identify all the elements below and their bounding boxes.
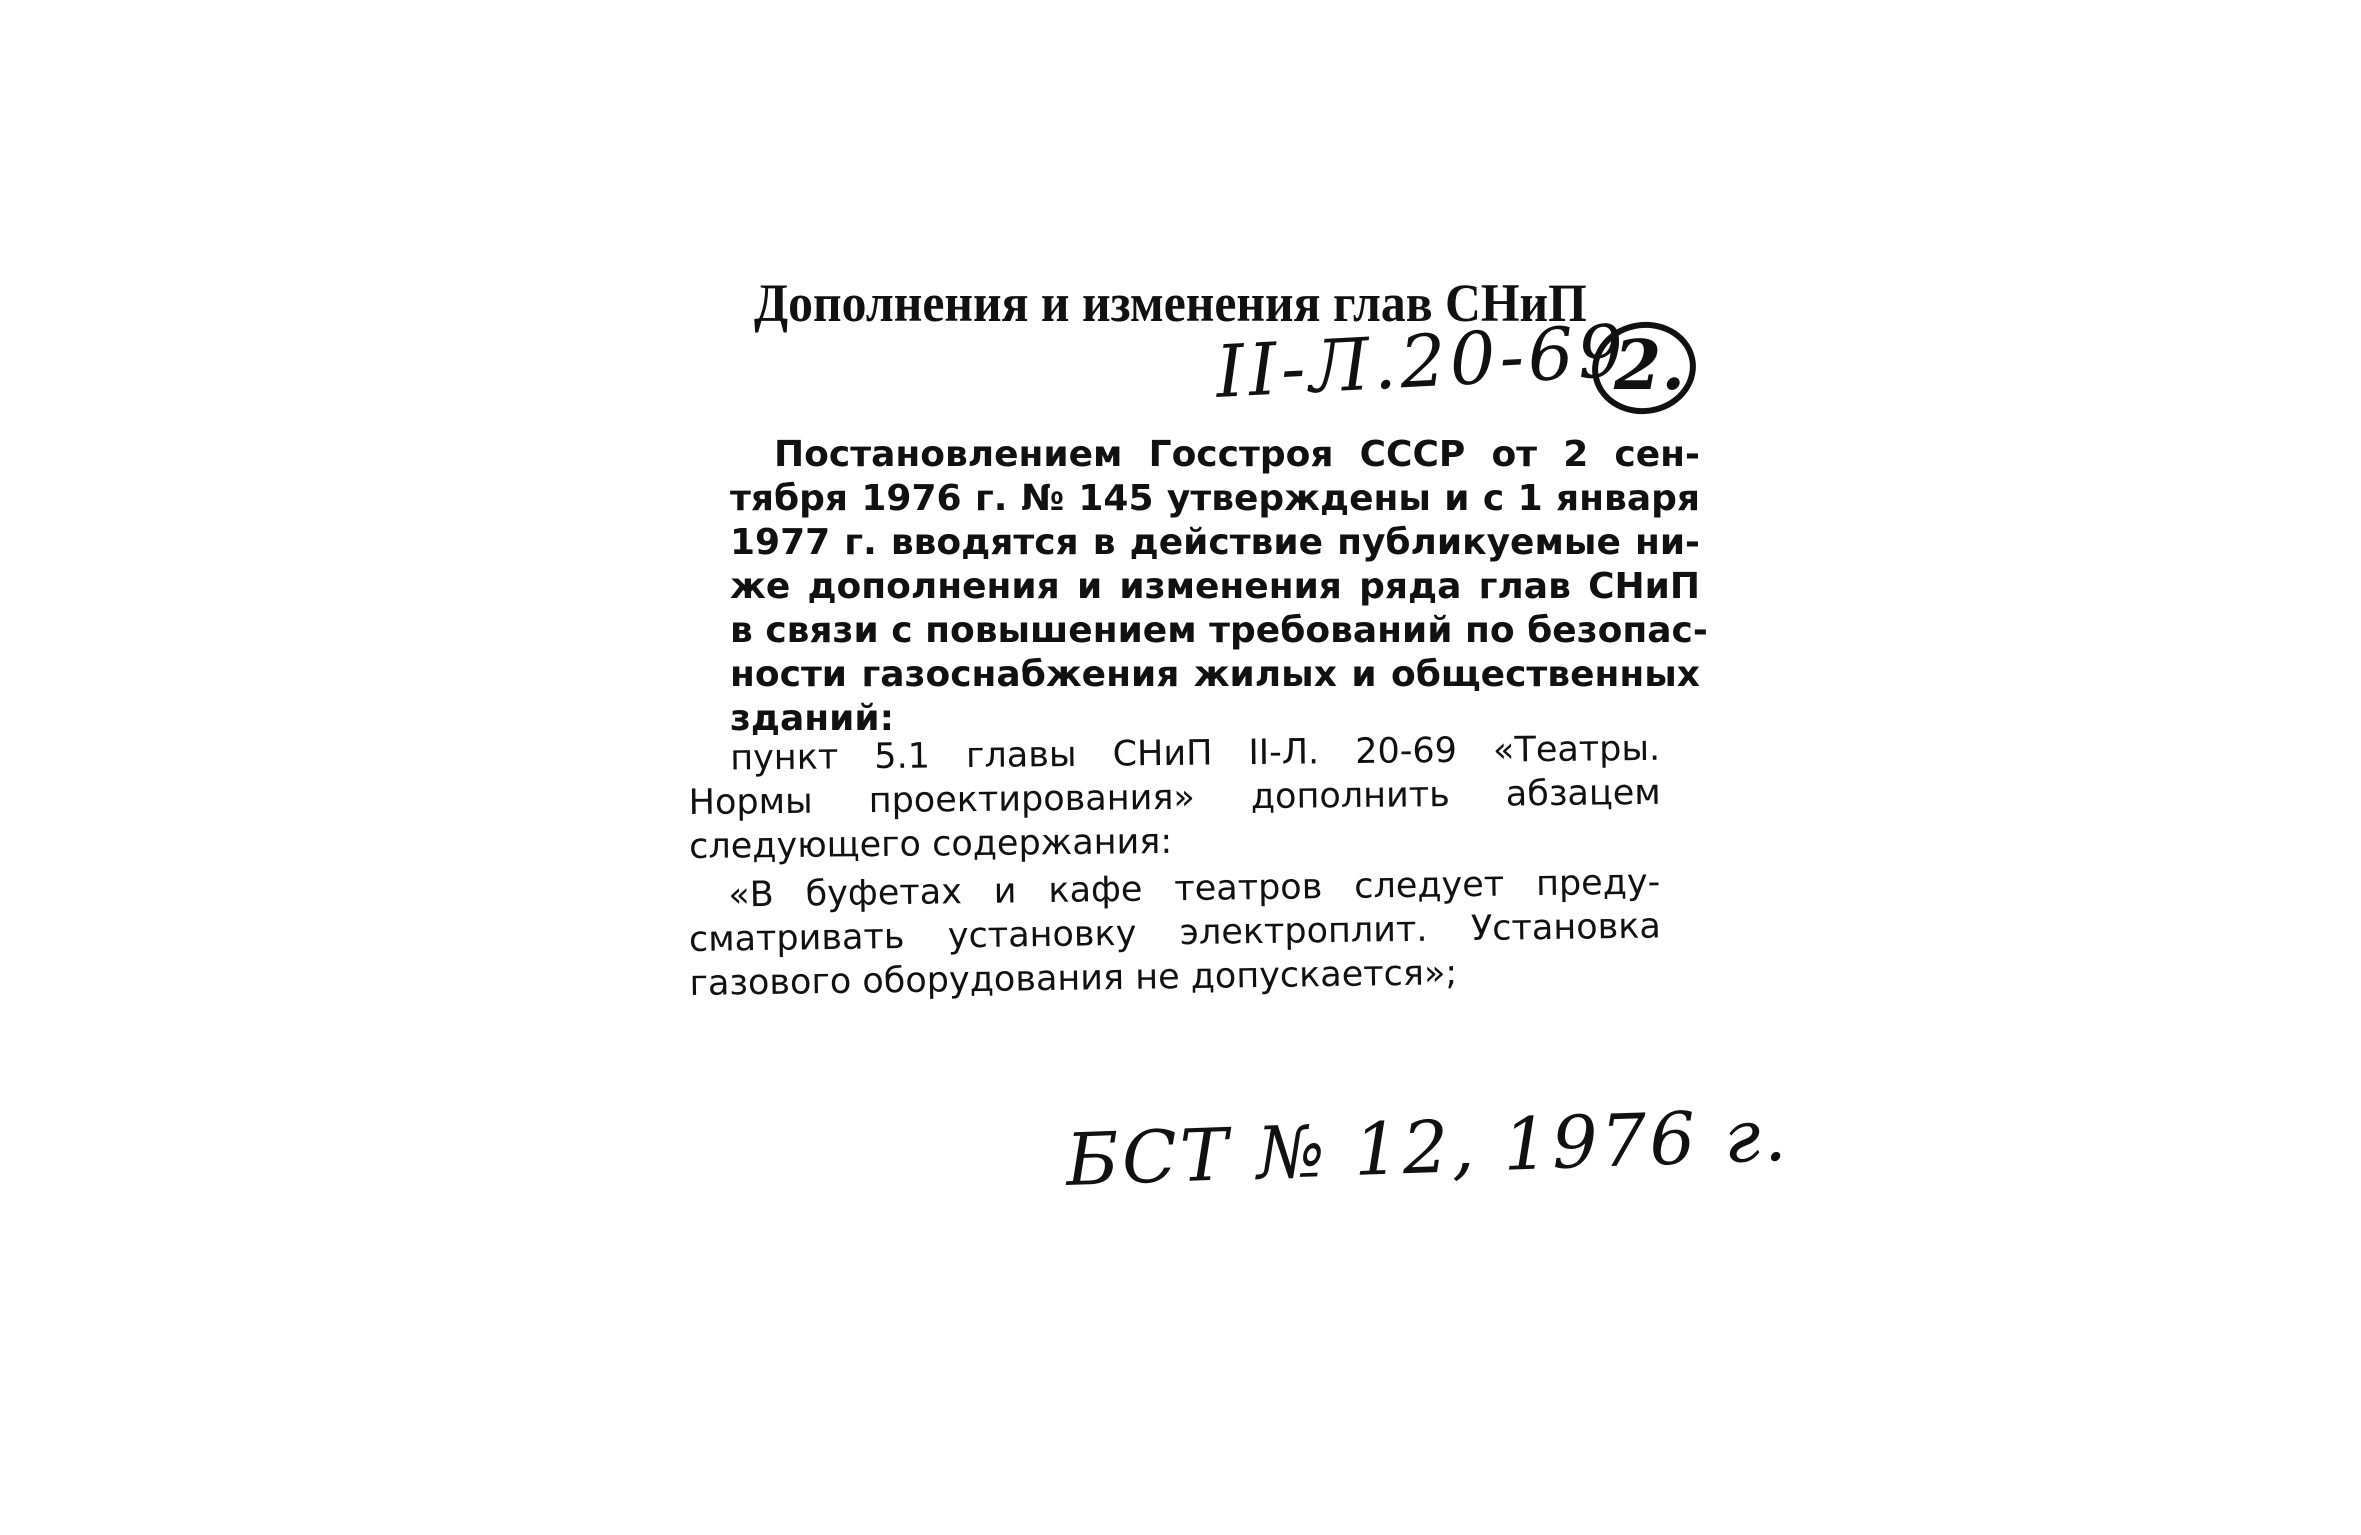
text-line: следующего содержания: bbox=[688, 821, 1173, 867]
text-line: Нормы проектирования» дополнить абзацем bbox=[688, 772, 1661, 823]
document-title: Дополнения и изменения глав СНиП bbox=[754, 273, 1587, 333]
text-line: пункт 5.1 главы СНиП II-Л. 20-69 «Театры. bbox=[730, 728, 1661, 779]
text-line: 1977 г. вводятся в действие публикуемые ни- bbox=[730, 522, 1700, 563]
handwritten-snip-code: II-Л.20-69 bbox=[1213, 308, 1630, 414]
text-line: в связи с повышением требований по безопас- bbox=[730, 610, 1708, 651]
decree-paragraph bbox=[730, 433, 1708, 741]
handwritten-number: 2. bbox=[1614, 326, 1685, 406]
text-line: сматривать установку электроплит. Установка bbox=[688, 906, 1662, 960]
text-line: Постановлением Госстроя СССР от 2 сен- bbox=[774, 434, 1700, 475]
text-line: тября 1976 г. № 145 утверждены и с 1 января bbox=[730, 478, 1700, 519]
text-line: зданий: bbox=[730, 698, 895, 739]
text-line: «В буфетах и кафе театров следует преду- bbox=[728, 862, 1661, 916]
quoted-amendment-paragraph bbox=[688, 860, 1662, 1006]
text-line: газового оборудования не допускается»; bbox=[689, 953, 1458, 1004]
handwritten-source-reference: БСТ № 12, 1976 г. bbox=[1064, 1092, 1791, 1202]
amendment-paragraph bbox=[688, 727, 1661, 869]
text-line: же дополнения и изменения ряда глав СНиП bbox=[730, 566, 1700, 607]
text-line: ности газоснабжения жилых и общественных bbox=[730, 654, 1700, 695]
